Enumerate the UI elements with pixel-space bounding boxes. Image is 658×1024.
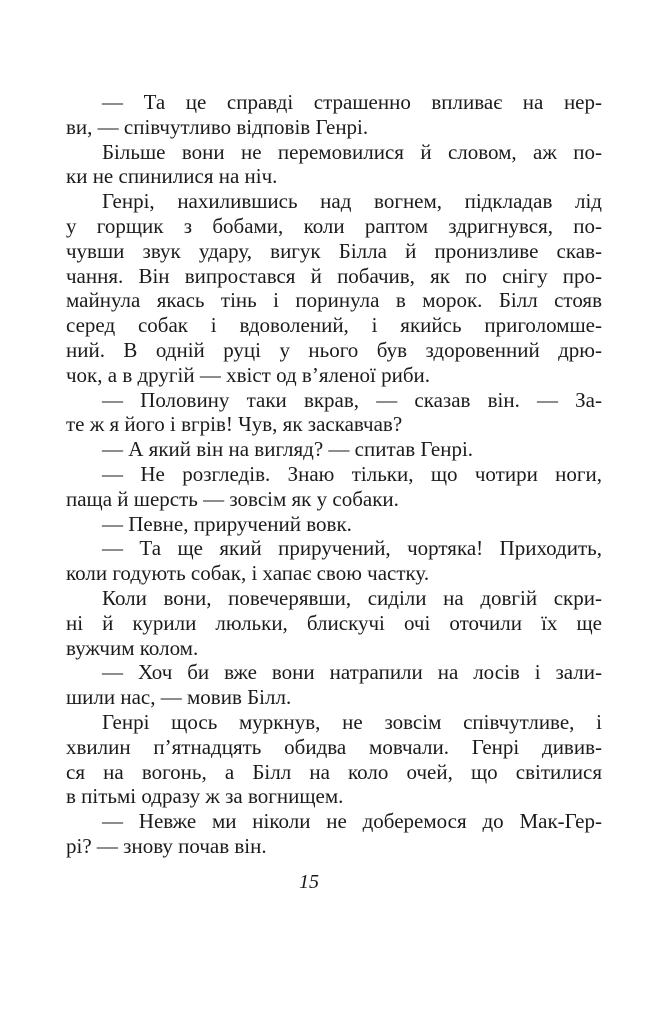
text-block (66, 90, 602, 859)
paragraph (66, 437, 602, 462)
paragraph (66, 140, 602, 190)
paragraph (66, 90, 602, 140)
text-line: рі? — знову почав він. (66, 833, 267, 858)
text-line: — Та це справді страшенно впливає на нер- (102, 90, 602, 114)
text-line: Генрі щось муркнув, не зовсім співчутливе, і (102, 709, 602, 734)
text-line: серед собак і вдоволений, і якийсь приголомше- (66, 313, 602, 338)
text-line: — Певне, приручений вовк. (102, 511, 352, 536)
text-line: коли годують собак, і хапає свою частку. (66, 561, 430, 586)
text-line: Генрі, нахилившись над вогнем, підкладав лід (102, 189, 602, 214)
text-line: — Половину таки вкрав, — сказав він. — За- (102, 387, 602, 412)
text-line: чання. Він випростався й побачив, як по снігу про- (66, 263, 602, 288)
text-line: Більше вони не перемовилися й словом, аж по- (102, 139, 602, 164)
text-line: — Хоч би вже вони натрапили на лосів і зали- (102, 660, 602, 685)
text-line: — Невже ми ніколи не доберемося до Мак-Гер- (102, 809, 602, 834)
paragraph (66, 536, 602, 586)
text-line: те ж я його і вгрів! Чув, як заскавчав? (66, 412, 403, 437)
paragraph (66, 586, 602, 660)
text-line: ви, — співчутливо відповів Генрі. (66, 114, 369, 139)
text-line: — Та ще який приручений, чортяка! Приходить, (102, 536, 602, 561)
text-line: Коли вони, повечерявши, сиділи на довгій скри- (102, 585, 602, 610)
text-line: в пітьмі одразу ж за вогнищем. (66, 784, 344, 809)
paragraph (66, 189, 602, 387)
paragraph (66, 710, 602, 809)
paragraph (66, 388, 602, 438)
text-line: ні й курили люльки, блискучі очі оточили їх ще (66, 610, 602, 635)
paragraph (66, 462, 602, 512)
text-line: — А який він на вигляд? — спитав Генрі. (102, 437, 474, 462)
text-line: шили нас, — мовив Білл. (66, 685, 292, 710)
text-line: ся на вогонь, а Білл на коло очей, що світилися (66, 759, 602, 784)
text-line: — Не розгледів. Знаю тільки, що чотири ноги, (102, 461, 602, 486)
page-number: 15 (299, 871, 319, 893)
text-line: чувши звук удару, вигук Білла й пронизливе скав- (66, 238, 602, 263)
text-line: ки не спинилися на ніч. (66, 164, 278, 189)
text-line: вужчим колом. (66, 635, 199, 660)
paragraph (66, 660, 602, 710)
paragraph (66, 512, 602, 537)
text-line: паща й шерсть — зовсім як у собаки. (66, 486, 399, 511)
text-line: чок, а в другій — хвіст од в’яленої риби. (66, 362, 431, 387)
text-line: хвилин п’ятнадцять обидва мовчали. Генрі дивив- (66, 734, 602, 759)
paragraph (66, 809, 602, 859)
text-line: майнула якась тінь і поринула в морок. Білл стояв (66, 288, 602, 313)
text-line: ний. В одній руці у нього був здоровенний дрю- (66, 337, 602, 362)
text-line: у горщик з бобами, коли раптом здригнувся, по- (66, 213, 602, 238)
